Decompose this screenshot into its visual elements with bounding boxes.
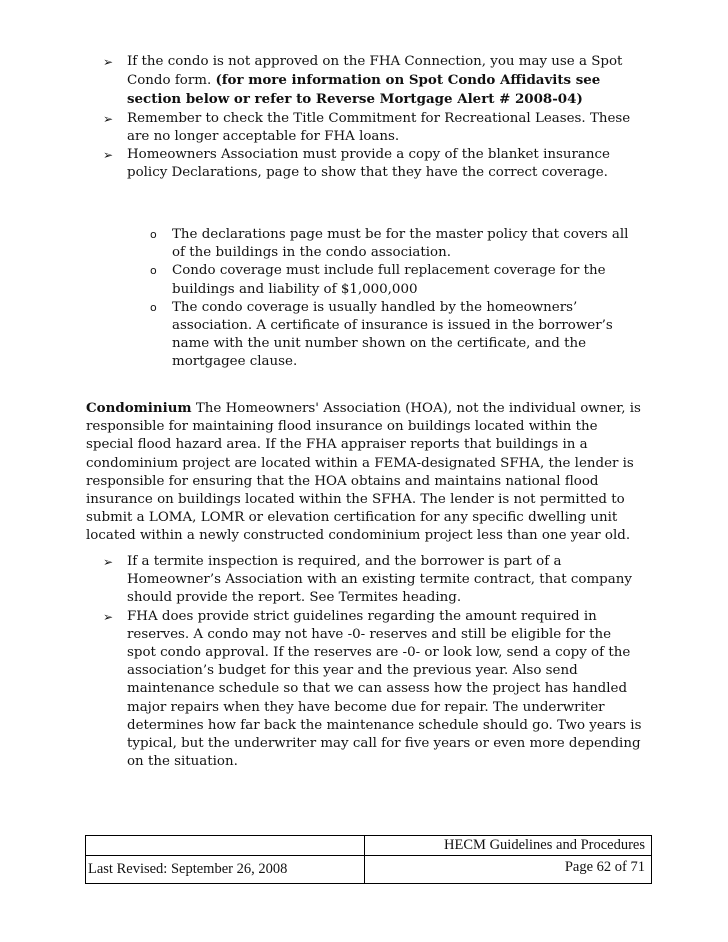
condominium-body: The Homeowners' Association (HOA), not the individual owner, is responsible for maintaining flood insurance on buildings located within the special flood hazard area. If the FHA appraiser reports that buildings in a condominium project are located within a FEMA-designated SFHA, the lender is responsible for ensuring that the HOA obtains and maintains national flood insurance on buildings located within the SFHA. The lender is not permitted to submit a LOMA, LOMR or elevation certification for any specific dwelling unit located within a newly constructed condominium project less than one year old. bbox=[86, 401, 641, 544]
list-item bbox=[103, 110, 643, 146]
arrow-bullet-icon: ➢ bbox=[103, 111, 114, 126]
list-item-text: If a termite inspection is required, and the borrower is part of a Homeowner’s Association with an existing termite contract, that company should provide the report. See Termites heading. bbox=[127, 554, 632, 606]
list-item-text: Homeowners Association must provide a copy of the blanket insurance policy Declarations, page to show that they have the correct coverage. bbox=[127, 147, 610, 181]
sub-list-item bbox=[150, 226, 635, 262]
list-item bbox=[103, 146, 643, 182]
footer-doc-title: HECM Guidelines and Procedures bbox=[444, 837, 645, 853]
list-item bbox=[103, 608, 643, 772]
footer-table bbox=[85, 835, 652, 884]
arrow-bullet-icon: ➢ bbox=[103, 555, 114, 569]
arrow-bullet-icon: ➢ bbox=[103, 609, 114, 624]
sub-bullet-list bbox=[150, 226, 635, 372]
sub-list-item bbox=[150, 299, 635, 372]
sub-list-item-text: The declarations page must be for the master policy that covers all of the buildings in the condo association. bbox=[172, 227, 629, 261]
list-item-text: FHA does provide strict guidelines regarding the amount required in reserves. A condo may not have -0- reserves and still be eligible for the spot condo approval. If the reserves are -0- or look low, send a copy of the association’s budget for this year and the previous year. Also send maintenance schedule so that we can assess how the project has handled major repairs when they have become due for repair. The underwriter determines how far back the maintenance schedule should go. Two years is typical, but the underwriter may call for five years or even more depending on the situation. bbox=[127, 608, 642, 770]
bullet-list-2 bbox=[103, 553, 643, 771]
arrow-bullet-icon: ➢ bbox=[103, 55, 114, 69]
footer-divider-horizontal bbox=[86, 855, 651, 856]
list-item-bold-text: (for more information on Spot Condo Affidavits see section below or refer to Reverse Mortgage Alert # 2008-04) bbox=[127, 72, 601, 108]
sub-list-item bbox=[150, 262, 635, 298]
footer-last-revised: Last Revised: September 26, 2008 bbox=[88, 861, 288, 877]
condominium-heading: Condominium bbox=[86, 400, 192, 416]
circle-bullet-icon: o bbox=[150, 264, 157, 278]
circle-bullet-icon: o bbox=[150, 300, 157, 314]
bullet-list-1 bbox=[103, 53, 643, 182]
list-item bbox=[103, 53, 643, 110]
arrow-bullet-icon: ➢ bbox=[103, 148, 114, 163]
footer-page-number: Page 62 of 71 bbox=[564, 859, 645, 875]
sub-list-item-text: Condo coverage must include full replacement coverage for the buildings and liability of $1,000,000 bbox=[172, 263, 606, 297]
list-item bbox=[103, 553, 643, 608]
list-item-text: If the condo is not approved on the FHA Connection, you may use a Spot Condo form. bbox=[127, 54, 623, 89]
condominium-paragraph bbox=[86, 399, 646, 546]
footer-divider-vertical bbox=[364, 836, 365, 883]
circle-bullet-icon: o bbox=[150, 228, 157, 241]
list-item-text: Remember to check the Title Commitment for Recreational Leases. These are no longer acceptable for FHA loans. bbox=[127, 110, 631, 144]
sub-list-item-text: The condo coverage is usually handled by the homeowners’ association. A certificate of insurance is issued in the borrower’s name with the unit number shown on the certificate, and the mortgagee clause. bbox=[172, 299, 613, 370]
